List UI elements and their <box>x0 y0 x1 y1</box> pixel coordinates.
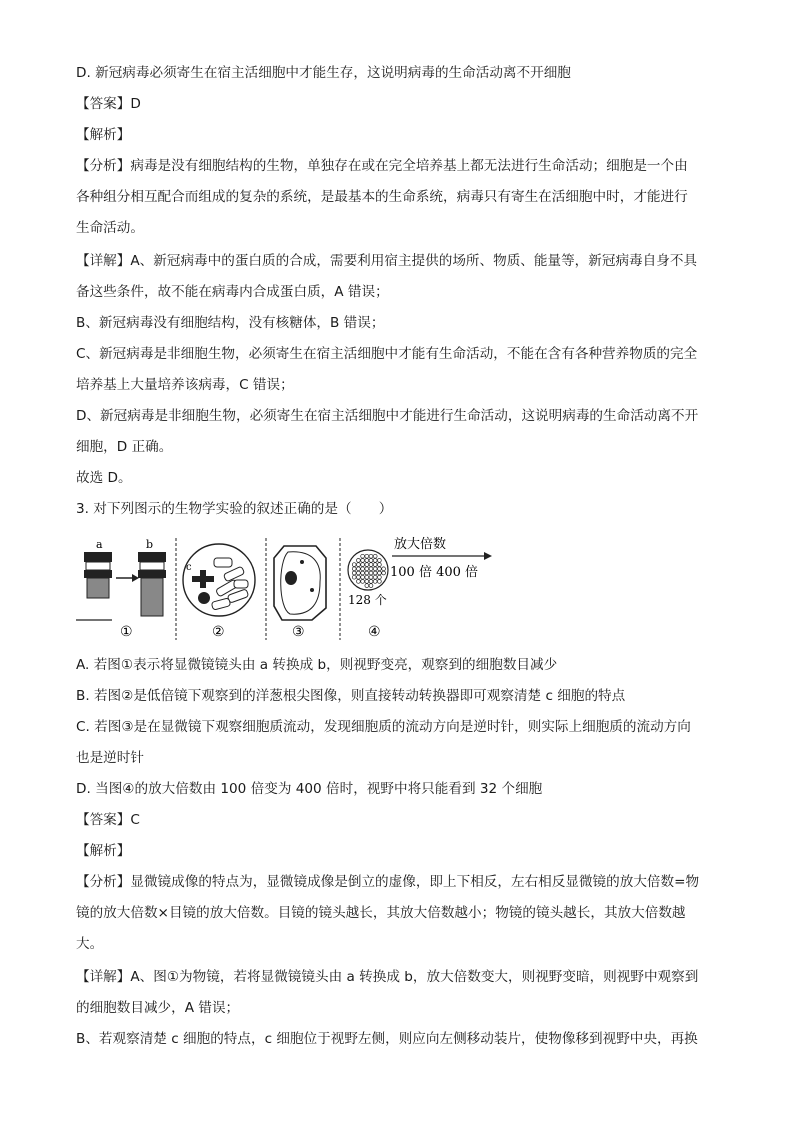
cell-dot <box>369 567 373 571</box>
cell-dot <box>373 571 377 575</box>
microscope-figure <box>76 536 496 644</box>
detail-line-1: 【详解】A、新冠病毒中的蛋白质的合成，需要利用宿主提供的场所、物质、能量等，新冠病毒自身不具 <box>76 253 698 269</box>
analysis-line-3: 生命活动。 <box>76 220 144 236</box>
panel-1-lenses <box>76 538 166 640</box>
detail-line-3: B、新冠病毒没有细胞结构，没有核糖体，B 错误； <box>76 315 385 331</box>
cell-dot <box>378 575 382 579</box>
panel-label-1: ① <box>120 624 133 640</box>
cell-dot <box>373 554 377 558</box>
cell-dot <box>357 563 361 567</box>
cell-dot <box>369 575 373 579</box>
option-b-line: B. 若图②是低倍镜下观察到的洋葱根尖图像，则直接转动转换器即可观察清楚 c 细胞的特点 <box>76 688 626 704</box>
cell-dot <box>365 554 369 558</box>
cell-dot <box>361 563 365 567</box>
cell-dot <box>365 571 369 575</box>
analysis-line-2: 各种组分相互配合而组成的复杂的系统，是最基本的生命系统，病毒只有寄生在活细胞中时，才能进行 <box>76 189 688 205</box>
cell-dot <box>361 571 365 575</box>
cell-dot <box>365 584 369 588</box>
cell-dot <box>378 559 382 563</box>
detail2-line-3: B、若观察清楚 c 细胞的特点，c 细胞位于视野左侧，则应向左侧移动装片，使物像移到视野中央，再换 <box>76 1031 698 1047</box>
cell-dot <box>369 584 373 588</box>
cell-dot <box>369 559 373 563</box>
cell-dot <box>382 567 386 571</box>
cell-count-label: 128 个 <box>348 593 387 607</box>
lens-b-label: b <box>146 538 154 551</box>
cell-dot <box>382 571 386 575</box>
analysis2-line-2: 镜的放大倍数×目镜的放大倍数。目镜的镜头越长，其放大倍数越小；物镜的镜头越长，其放大倍数越 <box>76 905 686 921</box>
cell-dot <box>373 580 377 584</box>
cell-dot <box>365 563 369 567</box>
cell-dot <box>373 567 377 571</box>
option-a-line: A. 若图①表示将显微镜镜头由 a 转换成 b，则视野变亮，观察到的细胞数目减少 <box>76 657 558 673</box>
cell-dot <box>369 571 373 575</box>
detail-line-7: 细胞，D 正确。 <box>76 439 173 455</box>
cell-dot <box>378 580 382 584</box>
cell-dot <box>378 571 382 575</box>
cell-dot <box>357 580 361 584</box>
cell-dot <box>378 563 382 567</box>
lens-a-label: a <box>96 538 103 551</box>
magnify-values: 100 倍 400 倍 <box>390 565 479 580</box>
cell-dot <box>361 575 365 579</box>
magnify-title: 放大倍数 <box>394 537 447 552</box>
cell-dot <box>352 567 356 571</box>
cell-dot <box>352 571 356 575</box>
panel-3-plant-cell <box>274 546 326 640</box>
panel-label-3: ③ <box>292 624 305 640</box>
detail-line-6: D、新冠病毒是非细胞生物，必须寄生在宿主活细胞中才能进行生命活动，这说明病毒的生命活动离不开 <box>76 408 699 424</box>
analysis2-line-3: 大。 <box>76 936 104 952</box>
cell-dot <box>361 580 365 584</box>
cell-dot <box>373 563 377 567</box>
cell-dot <box>369 580 373 584</box>
cell-dot <box>357 571 361 575</box>
cell-dot <box>365 567 369 571</box>
cell-dot <box>352 563 356 567</box>
panel-label-2: ② <box>212 624 225 640</box>
cell-dot <box>369 554 373 558</box>
option-c-line-1: C. 若图③是在显微镜下观察细胞质流动，发现细胞质的流动方向是逆时针，则实际上细胞质的流动方向 <box>76 719 691 735</box>
answer-label-2: 【答案】C <box>76 812 140 828</box>
cell-dot <box>365 580 369 584</box>
analysis2-line-1: 【分析】显微镜成像的特点为，显微镜成像是倒立的虚像，即上下相反，左右相反显微镜的放大倍数=物 <box>76 874 700 890</box>
cell-dot <box>361 559 365 563</box>
cell-dot <box>369 563 373 567</box>
option-d2-line: D. 当图④的放大倍数由 100 倍变为 400 倍时，视野中将只能看到 32 个细胞 <box>76 781 543 797</box>
detail-line-4: C、新冠病毒是非细胞生物，必须寄生在宿主活细胞中才能有生命活动，不能在含有各种营养物质的完全 <box>76 346 698 362</box>
cell-dot <box>365 575 369 579</box>
panel-label-4: ④ <box>368 624 381 640</box>
option-d-line: D. 新冠病毒必须寄生在宿主活细胞中才能生存，这说明病毒的生命活动离不开细胞 <box>76 65 571 81</box>
detail2-line-2: 的细胞数目减少，A 错误； <box>76 1000 240 1016</box>
answer-label: 【答案】D <box>76 96 141 112</box>
detail-line-2: 备这些条件，故不能在病毒内合成蛋白质，A 错误； <box>76 284 389 300</box>
detail-line-5: 培养基上大量培养该病毒，C 错误； <box>76 377 294 393</box>
cell-dot <box>361 554 365 558</box>
panel-2-root-tip <box>183 544 255 640</box>
conclusion-line: 故选 D。 <box>76 470 132 486</box>
cell-dot <box>357 567 361 571</box>
cell-dot <box>352 575 356 579</box>
cell-dot <box>357 575 361 579</box>
cell-dot <box>373 559 377 563</box>
analysis-label: 【解析】 <box>76 127 131 143</box>
analysis-label-2: 【解析】 <box>76 843 131 859</box>
cell-dot <box>373 575 377 579</box>
analysis-line-1: 【分析】病毒是没有细胞结构的生物，单独存在或在完全培养基上都无法进行生命活动；细胞是一个由 <box>76 158 688 174</box>
panel-4-cell-field <box>348 536 492 640</box>
option-c-line-2: 也是逆时针 <box>76 750 144 766</box>
cell-dot <box>365 559 369 563</box>
detail2-line-1: 【详解】A、图①为物镜，若将显微镜镜头由 a 转换成 b，放大倍数变大，则视野变暗，则视野中观察到 <box>76 969 699 985</box>
cell-c-label: c <box>186 562 192 573</box>
question-3-stem: 3. 对下列图示的生物学实验的叙述正确的是（ ） <box>76 501 393 517</box>
cell-dot <box>378 567 382 571</box>
cell-dot <box>357 559 361 563</box>
cell-dot <box>361 567 365 571</box>
